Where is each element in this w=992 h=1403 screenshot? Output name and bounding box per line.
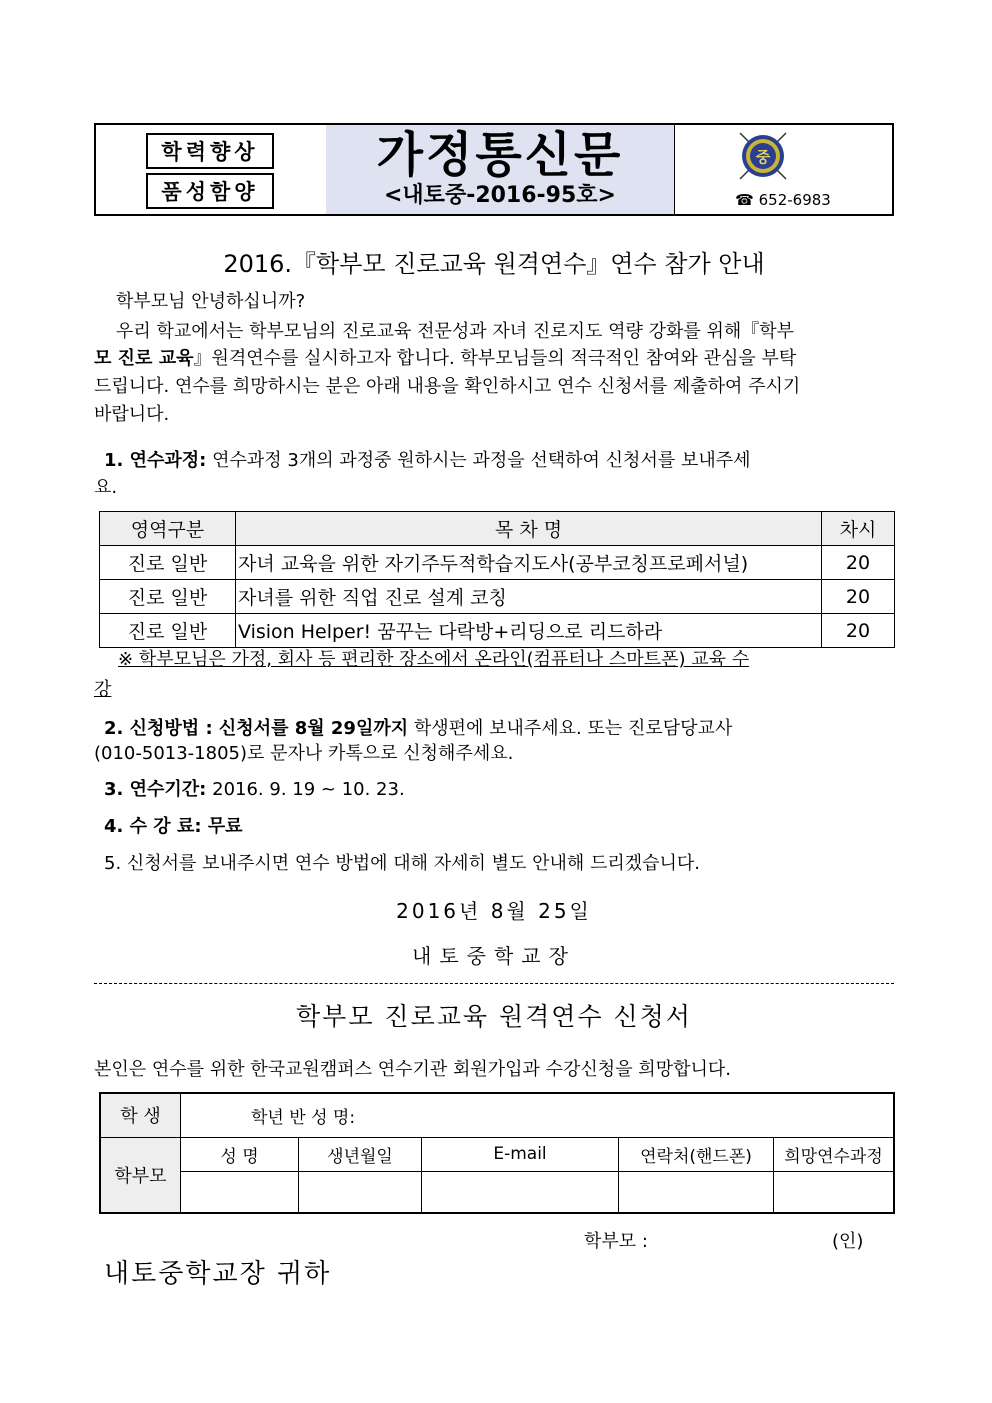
course-area: 진로 일반 [100, 546, 236, 580]
principal-signature: 내토중학교장 [412, 944, 576, 968]
section-2-line-1 [104, 715, 732, 743]
parent-header-row [100, 1137, 894, 1171]
email-field[interactable] [422, 1171, 619, 1213]
online-note [94, 645, 898, 705]
section-1-text: 연수과정 3개의 과정중 원하시는 과정을 선택하여 신청서를 보내주세 [212, 450, 751, 471]
course-title: 자녀 교육을 위한 자기주두적학습지도사(공부코칭프로페서널) [236, 546, 822, 580]
table-row [100, 580, 895, 614]
intro-line-3: 드립니다. 연수를 희망하시는 분은 아래 내용을 확인하시고 연수 신청서를 제출하여 주시기 [94, 376, 801, 397]
student-fields[interactable] [181, 1093, 895, 1137]
phone-field[interactable] [619, 1171, 774, 1213]
phone-number: ☎ 652-6983 [735, 191, 831, 209]
table-row [100, 614, 895, 648]
cut-line [94, 983, 894, 984]
birthdate-field[interactable] [299, 1171, 422, 1213]
header-area: 영역구분 [100, 512, 236, 546]
intro-line-2-rest: 』원격연수를 실시하고자 합니다. 학부모님들의 적극적인 참여와 관심을 부탁 [193, 348, 797, 369]
student-fields-text: 학년 반 성 명: [251, 1107, 356, 1128]
course-sessions: 20 [822, 614, 895, 648]
emblem-char: 중 [755, 148, 771, 166]
intro-line-2 [94, 345, 796, 373]
course-sessions: 20 [822, 580, 895, 614]
parent-signature-label: 학부모 : [584, 1231, 648, 1252]
section-3 [104, 776, 405, 804]
notice-title: 2016.『학부모 진로교육 원격연수』연수 참가 안내 [223, 250, 765, 278]
section-4-text: 무료 [201, 816, 243, 837]
intro-line-4: 바랍니다. [94, 404, 170, 425]
tag-character: 품성함양 [146, 173, 274, 209]
desired-course-field[interactable] [774, 1171, 895, 1213]
school-emblem-icon [736, 129, 790, 183]
course-sessions: 20 [822, 546, 895, 580]
issue-number: <내토중-2016-95호> [384, 183, 616, 208]
notice-date: 2016년 8월 25일 [396, 899, 592, 923]
note-line-2: 강 [94, 679, 112, 700]
greeting: 학부모님 안녕하십니까? [116, 291, 306, 312]
header-name: 성 명 [181, 1137, 299, 1171]
parent-input-row [100, 1171, 894, 1213]
newsletter-title: 가정통신문 [376, 127, 624, 183]
name-field[interactable] [181, 1171, 299, 1213]
intro-program-name: 모 진로 교육 [94, 348, 194, 369]
header-title-area [326, 125, 675, 214]
table-row [100, 546, 895, 580]
seal-label: (인) [832, 1231, 864, 1252]
header-contact [674, 125, 892, 214]
course-area: 진로 일반 [100, 614, 236, 648]
header-phone: 연락처(핸드폰) [619, 1137, 774, 1171]
section-2-text: 학생편에 보내주세요. 또는 진로담당교사 [408, 718, 733, 739]
header-sessions: 차시 [822, 512, 895, 546]
application-table [99, 1092, 895, 1214]
application-title: 학부모 진로교육 원격연수 신청서 [296, 1002, 692, 1031]
student-label: 학 생 [100, 1093, 181, 1137]
header-tags [96, 125, 327, 214]
intro-line-1: 우리 학교에서는 학부모님의 진로교육 전문성과 자녀 진로지도 역량 강화를 위해『학부 [116, 321, 795, 342]
section-4-label: 4. 수 강 료: [104, 816, 202, 837]
note-line-1: ※ 학부모님은 가정, 회사 등 편리한 장소에서 온라인(컴퓨터나 스마트폰) 교육 수 [118, 649, 750, 670]
section-4 [104, 813, 243, 841]
application-declaration: 본인은 연수를 위한 한국교원캠퍼스 연수기관 회원가입과 수강신청을 희망합니다. [94, 1059, 731, 1080]
header-desired-course: 희망연수과정 [774, 1137, 895, 1171]
section-2-label: 2. 신청방법 : 신청서를 8월 29일까지 [104, 718, 409, 739]
section-1-label: 1. 연수과정: [104, 450, 207, 471]
section-2-line-2: (010-5013-1805)로 문자나 카톡으로 신청해주세요. [94, 743, 514, 764]
addressee: 내토중학교장 귀하 [104, 1259, 332, 1289]
course-title: Vision Helper! 꿈꾸는 다락방+리딩으로 리드하라 [236, 614, 822, 648]
section-3-text: 2016. 9. 19 ~ 10. 23. [206, 779, 405, 800]
header-birthdate: 생년월일 [299, 1137, 422, 1171]
section-1-line-1 [104, 447, 751, 475]
section-1-line-2: 요. [94, 477, 118, 498]
parent-label: 학부모 [100, 1137, 181, 1213]
course-title: 자녀를 위한 직업 진로 설계 코칭 [236, 580, 822, 614]
student-row [100, 1093, 894, 1137]
course-table-header [100, 512, 895, 546]
header-title: 목 차 명 [236, 512, 822, 546]
tag-academic: 학력향상 [146, 133, 274, 169]
section-5: 5. 신청서를 보내주시면 연수 방법에 대해 자세히 별도 안내해 드리겠습니다. [104, 853, 701, 874]
section-3-label: 3. 연수기간: [104, 779, 207, 800]
course-table [99, 511, 895, 648]
header-email: E-mail [422, 1137, 619, 1171]
newsletter-header [94, 123, 894, 216]
course-area: 진로 일반 [100, 580, 236, 614]
